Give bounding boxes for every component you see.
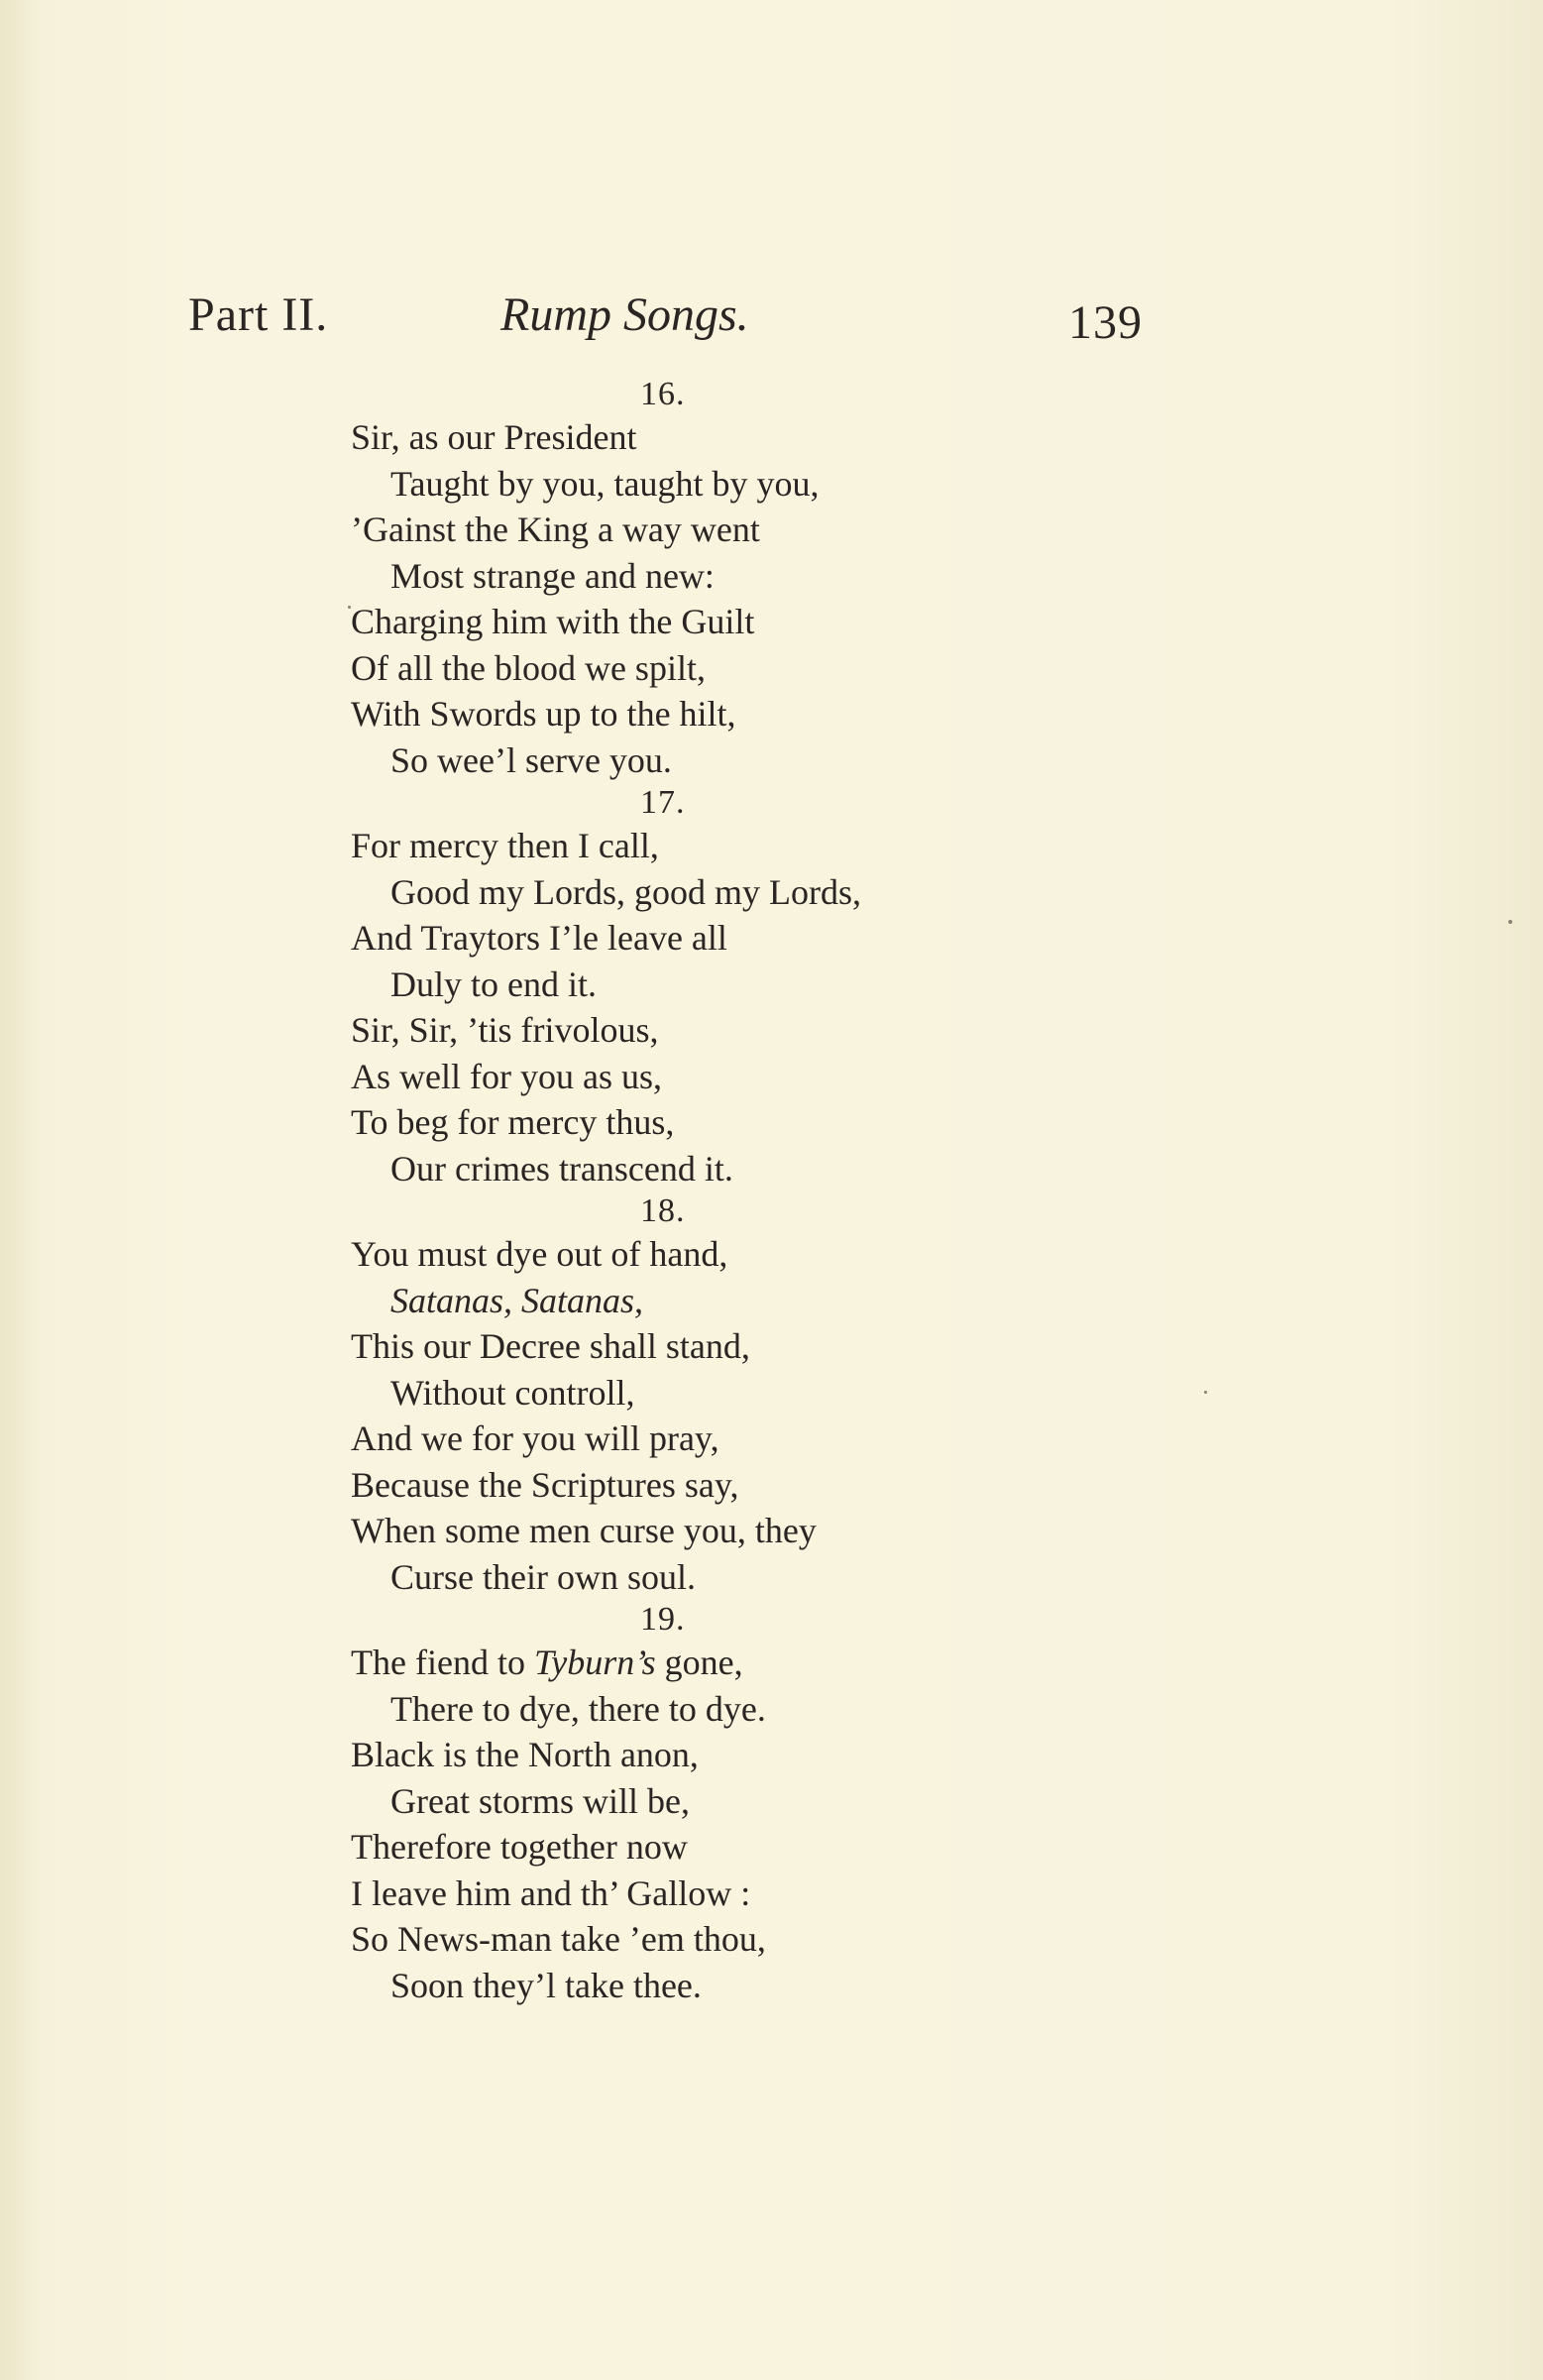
verse-line: Because the Scriptures say, bbox=[351, 1464, 739, 1505]
verse-line: Therefore together now bbox=[351, 1827, 688, 1867]
verse-line: There to dye, there to dye. bbox=[390, 1688, 766, 1729]
verse-line: And we for you will pray, bbox=[351, 1418, 719, 1458]
verse-line bbox=[351, 1278, 1243, 1324]
stanza-16 bbox=[351, 375, 1243, 783]
running-title: Rump Songs. bbox=[500, 288, 749, 341]
paper-speck bbox=[1204, 1391, 1207, 1394]
verse-line: Good my Lords, good my Lords, bbox=[390, 871, 861, 912]
verse-line: ’Gainst the King a way went bbox=[351, 510, 760, 549]
verse-line: Sir, Sir, ’tis frivolous, bbox=[351, 1010, 659, 1050]
verse-line: Soon they’l take thee. bbox=[390, 1965, 702, 2005]
italic-text: Tyburn’s bbox=[533, 1643, 656, 1682]
paper-speck bbox=[348, 606, 351, 609]
stanza-17 bbox=[351, 783, 1243, 1191]
verse-line: Of all the blood we spilt, bbox=[351, 647, 706, 688]
verse-line: With Swords up to the hilt, bbox=[351, 694, 736, 734]
page-number: 139 bbox=[1068, 296, 1143, 349]
verse-line: Without controll, bbox=[390, 1372, 635, 1413]
italic-text: Satanas, Satanas, bbox=[390, 1280, 644, 1320]
verse-line: Our crimes transcend it. bbox=[390, 1148, 733, 1189]
verse-line: You must dye out of hand, bbox=[351, 1234, 728, 1274]
verse-line: To beg for mercy thus, bbox=[351, 1102, 675, 1142]
verse-line: So News-man take ’em thou, bbox=[351, 1919, 766, 1959]
running-header bbox=[0, 287, 1543, 367]
verse-line: When some men curse you, they bbox=[351, 1511, 817, 1550]
verse-line: Black is the North anon, bbox=[351, 1735, 699, 1774]
stanza-number: 16. bbox=[640, 376, 686, 412]
verse-line: Most strange and new: bbox=[390, 555, 715, 596]
stanza-19 bbox=[351, 1600, 1243, 2008]
verse-line: I leave him and th’ Gallow : bbox=[351, 1872, 751, 1913]
text-segment: The fiend to bbox=[351, 1643, 534, 1682]
paper-speck bbox=[1508, 920, 1512, 924]
stanza-number: 17. bbox=[640, 784, 686, 821]
text-segment: gone, bbox=[655, 1643, 743, 1682]
verse-line: Great storms will be, bbox=[390, 1780, 690, 1821]
stanza-number: 19. bbox=[640, 1601, 686, 1638]
stanza-number: 18. bbox=[640, 1192, 686, 1229]
verse-line: Sir, as our President bbox=[351, 417, 637, 457]
verse-line: Charging him with the Guilt bbox=[351, 602, 755, 641]
poem-body bbox=[351, 375, 1243, 2008]
verse-line bbox=[351, 1640, 1243, 1686]
verse-line: Curse their own soul. bbox=[390, 1556, 696, 1597]
verse-line: Taught by you, taught by you, bbox=[390, 463, 820, 504]
verse-line: Duly to end it. bbox=[390, 963, 597, 1004]
part-label: Part II. bbox=[188, 288, 329, 341]
verse-line: As well for you as us, bbox=[351, 1056, 662, 1096]
stanza-18 bbox=[351, 1191, 1243, 1600]
verse-line: This our Decree shall stand, bbox=[351, 1326, 750, 1366]
verse-line: And Traytors I’le leave all bbox=[351, 918, 727, 958]
verse-line: So wee’l serve you. bbox=[390, 739, 672, 780]
verse-line: For mercy then I call, bbox=[351, 826, 659, 865]
